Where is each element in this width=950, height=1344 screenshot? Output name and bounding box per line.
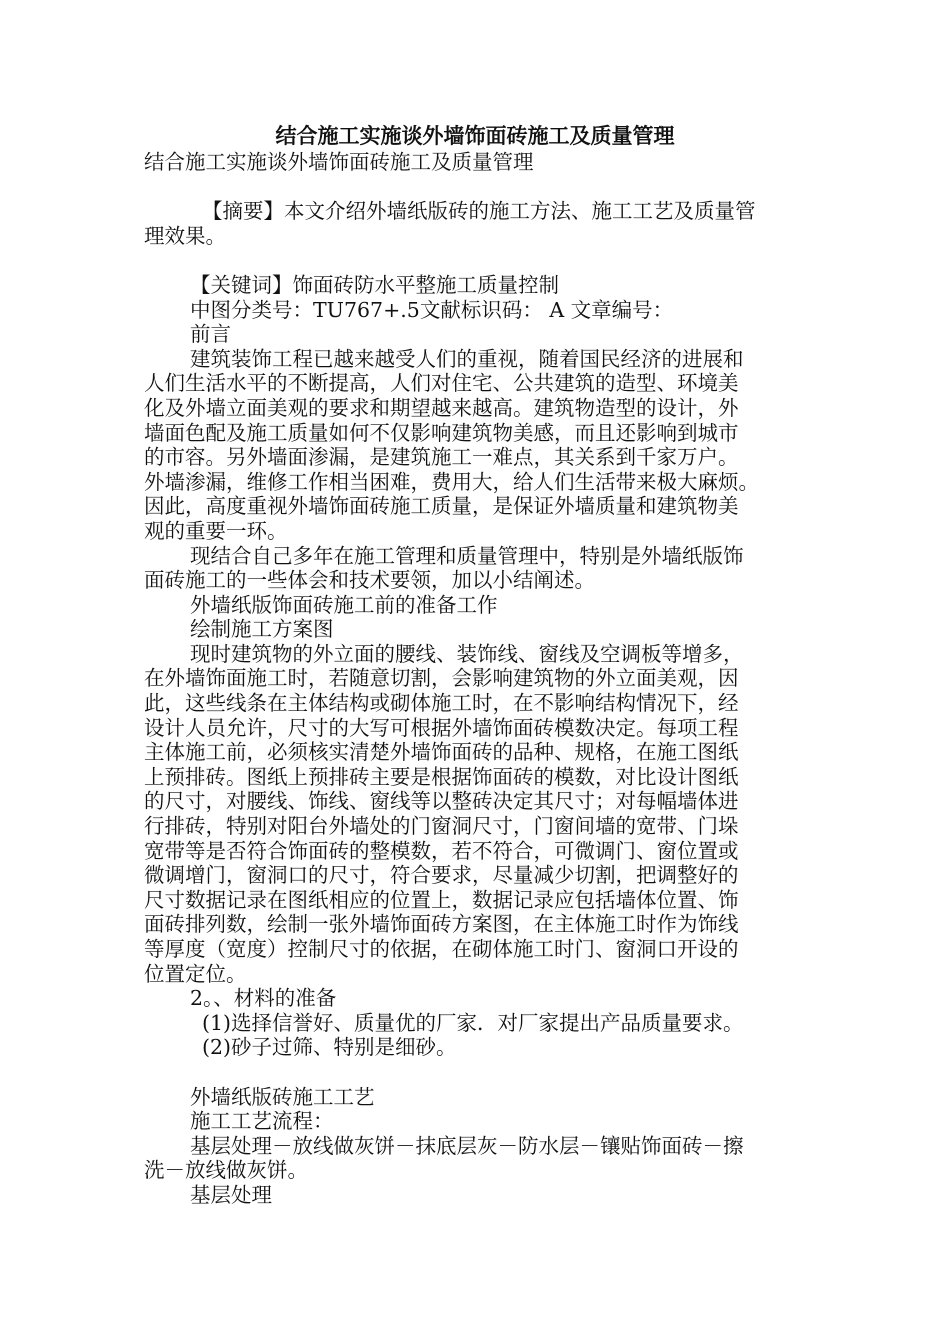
document-body [144,150,804,1208]
paragraph-line: 面砖施工的一些体会和技术要领，加以小结阐述。 [144,568,595,593]
section-heading: 施工工艺流程： [190,1109,334,1134]
paragraph-line: 外墙渗漏，维修工作相当困难，费用大，给人们生活带来极大麻烦。 [144,469,759,494]
paragraph-line: 观的重要一环。 [144,518,288,543]
list-item: (2)砂子过筛、特别是细砂。 [202,1035,457,1060]
paragraph-line: 设计人员允许，尺寸的大写可根据外墙饰面砖模数决定。每项工程 [144,715,739,740]
paragraph-line: 的市容。另外墙面渗漏，是建筑施工一难点，其关系到千家万户。 [144,445,739,470]
keywords-line: 【关键词】饰面砖防水平整施工质量控制 [190,272,559,297]
paragraph-line: 等厚度（宽度）控制尺寸的依据，在砌体施工时门、窗洞口开设的 [144,937,739,961]
blank-line [144,248,804,273]
paragraph-line: 尺寸数据记录在图纸相应的位置上，数据记录应包括墙体位置、饰 [144,887,739,912]
section-heading: 2。、材料的准备 [190,986,337,1011]
blank-line [144,175,804,200]
paragraph-line: 人们生活水平的不断提高，人们对住宅、公共建筑的造型、环境美 [144,371,739,396]
paragraph-line: 的尺寸，对腰线、饰线、窗线等以整砖决定其尺寸；对每幅墙体进 [144,789,739,814]
document-title: 结合施工实施谈外墙饰面砖施工及质量管理 [275,123,675,148]
list-item: (1)选择信誉好、质量优的厂家．对厂家提出产品质量要求。 [202,1010,744,1035]
paragraph-line: 位置定位。 [144,961,247,986]
section-heading: 基层处理 [190,1182,272,1207]
paragraph-line: 此，这些线条在主体结构或砌体施工时，在不影响结构情况下，经 [144,691,739,716]
paragraph-line: 主体施工前，必须核实清楚外墙饰面砖的品种、规格，在施工图纸 [144,740,739,765]
paragraph-line: 建筑装饰工程已越来越受人们的重视，随着国民经济的进展和 [190,346,744,371]
paragraph-line: 在外墙饰面施工时，若随意切割，会影响建筑物的外立面美观，因 [144,666,739,691]
paragraph-line: 洗－放线做灰饼。 [144,1158,308,1183]
paragraph-line: 基层处理－放线做灰饼－抹底层灰－防水层－镶贴饰面砖－擦 [190,1133,744,1158]
abstract-line: 【摘要】本文介绍外墙纸版砖的施工方法、施工工艺及质量管 [202,199,756,224]
paragraph-line: 行排砖，特别对阳台外墙处的门窗洞尺寸，门窗间墙的宽带、门垛 [144,814,739,839]
paragraph-line: 上预排砖。图纸上预排砖主要是根据饰面砖的模数，对比设计图纸 [144,764,739,789]
section-heading: 前言 [190,322,231,347]
paragraph-line: 面砖排列数，绘制一张外墙饰面砖方案图，在主体施工时作为饰线 [144,912,739,937]
subtitle-line: 结合施工实施谈外墙饰面砖施工及质量管理 [144,150,534,174]
section-heading: 外墙纸版饰面砖施工前的准备工作 [190,592,498,617]
paragraph-line: 现结合自己多年在施工管理和质量管理中，特别是外墙纸版饰 [190,543,744,568]
paragraph-line: 因此，高度重视外墙饰面砖施工质量，是保证外墙质量和建筑物美 [144,494,739,519]
paragraph-line: 现时建筑物的外立面的腰线、装饰线、窗线及空调板等增多， [190,641,744,666]
section-heading: 外墙纸版砖施工工艺 [190,1084,375,1109]
paragraph-line: 微调增门，窗洞口的尺寸，符合要求，尽量减少切割，把调整好的 [144,863,739,888]
classification-line: 中图分类号：TU767+.5文献标识码： A 文章编号： [190,297,674,322]
paragraph-line: 墙面色配及施工质量如何不仅影响建筑物美感，而且还影响到城市 [144,420,739,445]
abstract-line: 理效果。 [144,223,226,248]
paragraph-line: 化及外墙立面美观的要求和期望越来越高。建筑物造型的设计，外 [144,395,739,420]
paragraph-line: 宽带等是否符合饰面砖的整模数，若不符合，可微调门、窗位置或 [144,838,739,863]
blank-line [144,1060,804,1085]
section-heading: 绘制施工方案图 [190,617,334,642]
